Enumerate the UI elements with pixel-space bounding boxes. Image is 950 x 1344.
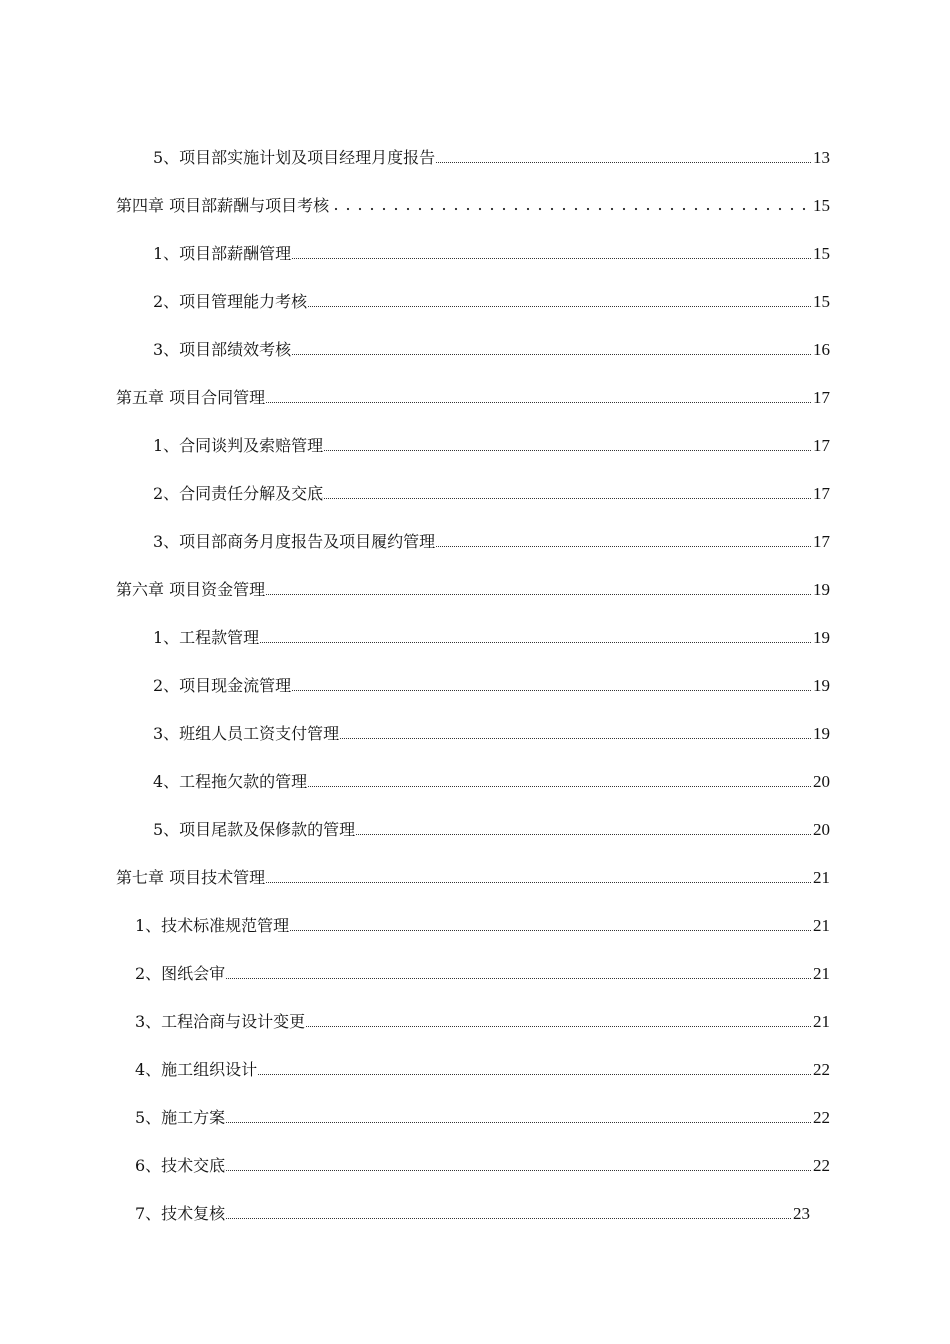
toc-leader-dots <box>292 354 811 355</box>
toc-line[interactable] <box>153 239 830 265</box>
toc-chapter-label: 第五章 项目合同管理 <box>116 388 266 407</box>
toc-line[interactable] <box>153 767 830 793</box>
toc-line[interactable] <box>153 527 830 553</box>
toc-page-number: 21 <box>813 916 830 935</box>
toc-chapter-label: 第六章 项目资金管理 <box>116 580 266 599</box>
toc-leader-dots <box>340 738 811 739</box>
toc-leader-dots <box>306 1026 811 1027</box>
toc-entry-label: 1、技术标准规范管理 <box>135 916 290 935</box>
toc-entry-label: 1、合同谈判及索赔管理 <box>153 436 324 455</box>
toc-entry-label: 3、工程洽商与设计变更 <box>135 1012 306 1031</box>
toc-page-number: 17 <box>813 436 830 455</box>
toc-leader-dots <box>292 690 811 691</box>
toc-line[interactable] <box>153 479 830 505</box>
toc-entry-label: 4、施工组织设计 <box>135 1060 258 1079</box>
toc-entry-label: 3、项目部商务月度报告及项目履约管理 <box>153 532 436 551</box>
toc-entry-label: 7、技术复核 <box>135 1204 226 1223</box>
toc-line[interactable] <box>153 719 830 745</box>
toc-page-number: 23 <box>793 1204 810 1223</box>
toc-page-number: 22 <box>813 1060 830 1079</box>
toc-leader-dots <box>324 498 811 499</box>
toc-page-number: 20 <box>813 820 830 839</box>
toc-page-number: 15 <box>813 244 830 263</box>
toc-line[interactable] <box>153 143 830 169</box>
toc-line[interactable] <box>153 335 830 361</box>
toc-entry-label: 3、项目部绩效考核 <box>153 340 292 359</box>
toc-line[interactable] <box>153 431 830 457</box>
toc-line[interactable] <box>135 1007 830 1033</box>
toc-leader-dots <box>292 258 811 259</box>
toc-chapter-label: 第七章 项目技术管理 <box>116 868 266 887</box>
toc-leader-dots <box>356 834 811 835</box>
toc-leader-dots <box>436 546 811 547</box>
toc-leader-dots <box>258 1074 811 1075</box>
toc-chapter-label: 第四章 项目部薪酬与项目考核 <box>116 196 330 215</box>
toc-page-number: 19 <box>813 724 830 743</box>
toc-page-number: 17 <box>813 388 830 407</box>
toc-page-number: 21 <box>813 964 830 983</box>
toc-page-number: 19 <box>813 676 830 695</box>
toc-line[interactable] <box>153 671 830 697</box>
toc-entry-label: 1、项目部薪酬管理 <box>153 244 292 263</box>
toc-leader-dots <box>226 1170 811 1171</box>
toc-page-number: 17 <box>813 532 830 551</box>
toc-leader-dots <box>290 930 811 931</box>
toc-entry-label: 3、班组人员工资支付管理 <box>153 724 340 743</box>
toc-leader-dots <box>324 450 811 451</box>
toc-page-number: 21 <box>813 1012 830 1031</box>
toc-entry-label: 2、项目现金流管理 <box>153 676 292 695</box>
toc-entry-label: 5、施工方案 <box>135 1108 226 1127</box>
toc-line[interactable] <box>153 815 830 841</box>
toc-entry-label: 4、工程拖欠款的管理 <box>153 772 308 791</box>
toc-page-number: 19 <box>813 628 830 647</box>
toc-page-number: 19 <box>813 580 830 599</box>
toc-line[interactable] <box>135 1151 830 1177</box>
toc-line[interactable] <box>135 1055 830 1081</box>
toc-line[interactable] <box>135 1199 810 1225</box>
toc-leader-dots <box>266 402 811 403</box>
toc-page-number: 15 <box>813 292 830 311</box>
toc-entry-label: 2、图纸会审 <box>135 964 226 983</box>
toc-entry-label: 6、技术交底 <box>135 1156 226 1175</box>
toc-leader-dots <box>226 1122 811 1123</box>
toc-line[interactable] <box>116 191 830 217</box>
toc-entry-label: 5、项目尾款及保修款的管理 <box>153 820 356 839</box>
toc-leader-dots <box>226 978 811 979</box>
toc-page-number: 20 <box>813 772 830 791</box>
toc-line[interactable] <box>135 959 830 985</box>
toc-page-number: 16 <box>813 340 830 359</box>
toc-page-number: 21 <box>813 868 830 887</box>
toc-page-number: 13 <box>813 148 830 167</box>
toc-entry-label: 2、合同责任分解及交底 <box>153 484 324 503</box>
toc-entry-label: 5、项目部实施计划及项目经理月度报告 <box>153 148 436 167</box>
toc-line[interactable] <box>116 383 830 409</box>
toc-page-number: 22 <box>813 1156 830 1175</box>
toc-leader-dots <box>436 162 811 163</box>
toc-leader-dots <box>266 594 811 595</box>
toc-leader-dots <box>266 882 811 883</box>
toc-line[interactable] <box>153 623 830 649</box>
toc-entry-label: 1、工程款管理 <box>153 628 260 647</box>
toc-page-number: 15 <box>813 196 830 215</box>
toc-page-number: 22 <box>813 1108 830 1127</box>
toc-page-number: 17 <box>813 484 830 503</box>
toc-leader-dots <box>330 205 811 211</box>
toc-line[interactable] <box>135 911 830 937</box>
toc-line[interactable] <box>135 1103 830 1129</box>
toc-leader-dots <box>308 306 811 307</box>
toc-line[interactable] <box>153 287 830 313</box>
toc-line[interactable] <box>116 575 830 601</box>
toc-leader-dots <box>308 786 811 787</box>
toc-leader-dots <box>260 642 811 643</box>
toc-entry-label: 2、项目管理能力考核 <box>153 292 308 311</box>
toc-leader-dots <box>226 1218 791 1219</box>
toc-line[interactable] <box>116 863 830 889</box>
